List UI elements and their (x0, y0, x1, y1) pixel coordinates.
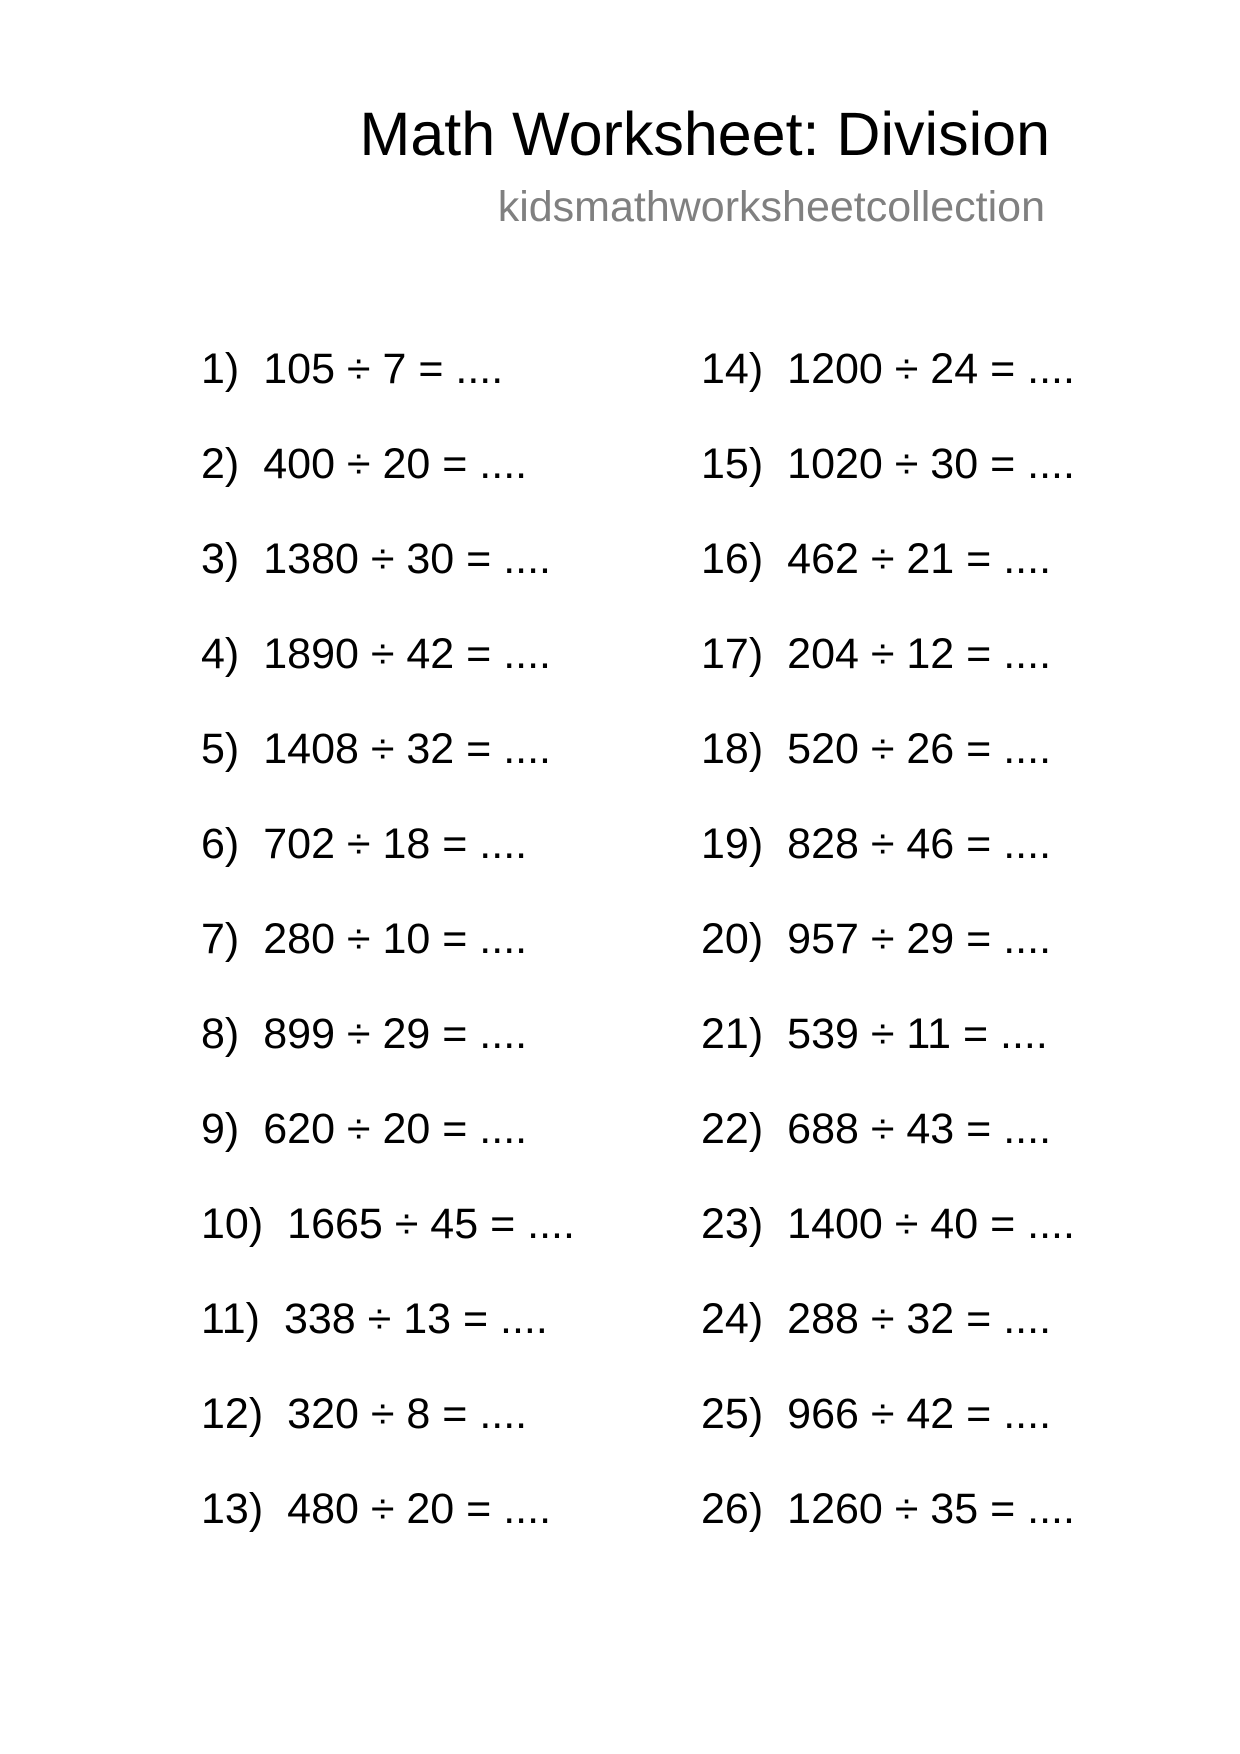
problem-item (701, 533, 1075, 628)
problem-expression: 828 ÷ 46 = .... (787, 820, 1052, 868)
problem-expression: 520 ÷ 26 = .... (787, 725, 1052, 773)
problem-expression: 320 ÷ 8 = .... (287, 1390, 528, 1438)
problem-number: 1) (201, 345, 240, 393)
problem-expression: 539 ÷ 11 = .... (787, 1010, 1048, 1058)
problem-number: 4) (201, 630, 240, 678)
problem-item (201, 438, 575, 533)
problem-item (201, 1483, 575, 1578)
problem-item (701, 723, 1075, 818)
problem-expression: 1400 ÷ 40 = .... (787, 1200, 1075, 1248)
problem-expression: 1200 ÷ 24 = .... (787, 345, 1075, 393)
problem-item (701, 438, 1075, 533)
problem-expression: 966 ÷ 42 = .... (787, 1390, 1052, 1438)
problem-item (201, 723, 575, 818)
problem-number: 10) (201, 1200, 264, 1248)
problem-expression: 105 ÷ 7 = .... (263, 345, 504, 393)
problem-expression: 1380 ÷ 30 = .... (263, 535, 552, 583)
problem-number: 2) (201, 440, 240, 488)
problem-expression: 702 ÷ 18 = .... (263, 820, 528, 868)
problem-item (201, 343, 575, 438)
problem-expression: 1890 ÷ 42 = .... (263, 630, 552, 678)
problem-number: 15) (701, 440, 764, 488)
problem-item (701, 1008, 1075, 1103)
problem-number: 24) (701, 1295, 764, 1343)
problem-expression: 280 ÷ 10 = .... (263, 915, 528, 963)
problem-number: 3) (201, 535, 240, 583)
problem-expression: 480 ÷ 20 = .... (287, 1485, 552, 1533)
problem-number: 16) (701, 535, 764, 583)
problem-item (201, 913, 575, 1008)
problem-item (201, 1388, 575, 1483)
problem-item (701, 913, 1075, 1008)
problem-expression: 1665 ÷ 45 = .... (287, 1200, 575, 1248)
problem-item (701, 343, 1075, 438)
problem-number: 6) (201, 820, 240, 868)
problem-number: 25) (701, 1390, 764, 1438)
problem-item (701, 1293, 1075, 1388)
problem-item (201, 1103, 575, 1198)
problem-item (201, 1293, 575, 1388)
problem-item (201, 1198, 575, 1293)
problem-item (701, 1103, 1075, 1198)
problem-item (201, 628, 575, 723)
problem-number: 21) (701, 1010, 764, 1058)
problem-number: 17) (701, 630, 764, 678)
problem-item (701, 1483, 1075, 1578)
problem-number: 13) (201, 1485, 264, 1533)
problem-number: 9) (201, 1105, 240, 1153)
problem-expression: 288 ÷ 32 = .... (787, 1295, 1052, 1343)
problem-item (701, 818, 1075, 913)
problem-number: 26) (701, 1485, 764, 1533)
problem-number: 14) (701, 345, 764, 393)
problem-expression: 899 ÷ 29 = .... (263, 1010, 528, 1058)
problem-item (701, 1388, 1075, 1483)
problem-expression: 688 ÷ 43 = .... (787, 1105, 1052, 1153)
problem-item (201, 818, 575, 913)
problem-number: 20) (701, 915, 764, 963)
problem-number: 8) (201, 1010, 240, 1058)
problem-number: 23) (701, 1200, 764, 1248)
problem-item (701, 1198, 1075, 1293)
problem-expression: 400 ÷ 20 = .... (263, 440, 528, 488)
problem-number: 5) (201, 725, 240, 773)
problem-item (701, 628, 1075, 723)
problem-expression: 620 ÷ 20 = .... (263, 1105, 528, 1153)
problem-item (201, 1008, 575, 1103)
problem-expression: 462 ÷ 21 = .... (787, 535, 1052, 583)
problem-number: 19) (701, 820, 764, 868)
worksheet-title: Math Worksheet: Division (359, 100, 1050, 168)
worksheet-header (360, 98, 1050, 232)
problem-number: 22) (701, 1105, 764, 1153)
problem-expression: 1260 ÷ 35 = .... (787, 1485, 1075, 1533)
problem-expression: 1408 ÷ 32 = .... (263, 725, 552, 773)
problem-column-right (701, 343, 1075, 1578)
problem-number: 18) (701, 725, 764, 773)
problem-expression: 1020 ÷ 30 = .... (787, 440, 1075, 488)
problem-number: 7) (201, 915, 240, 963)
problem-expression: 204 ÷ 12 = .... (787, 630, 1052, 678)
worksheet-subtitle: kidsmathworksheetcollection (497, 183, 1045, 231)
problem-item (201, 533, 575, 628)
problem-number: 12) (201, 1390, 264, 1438)
problem-expression: 957 ÷ 29 = .... (787, 915, 1052, 963)
problem-expression: 338 ÷ 13 = .... (283, 1295, 548, 1343)
problem-column-left (201, 343, 575, 1578)
problem-number: 11) (201, 1295, 260, 1343)
